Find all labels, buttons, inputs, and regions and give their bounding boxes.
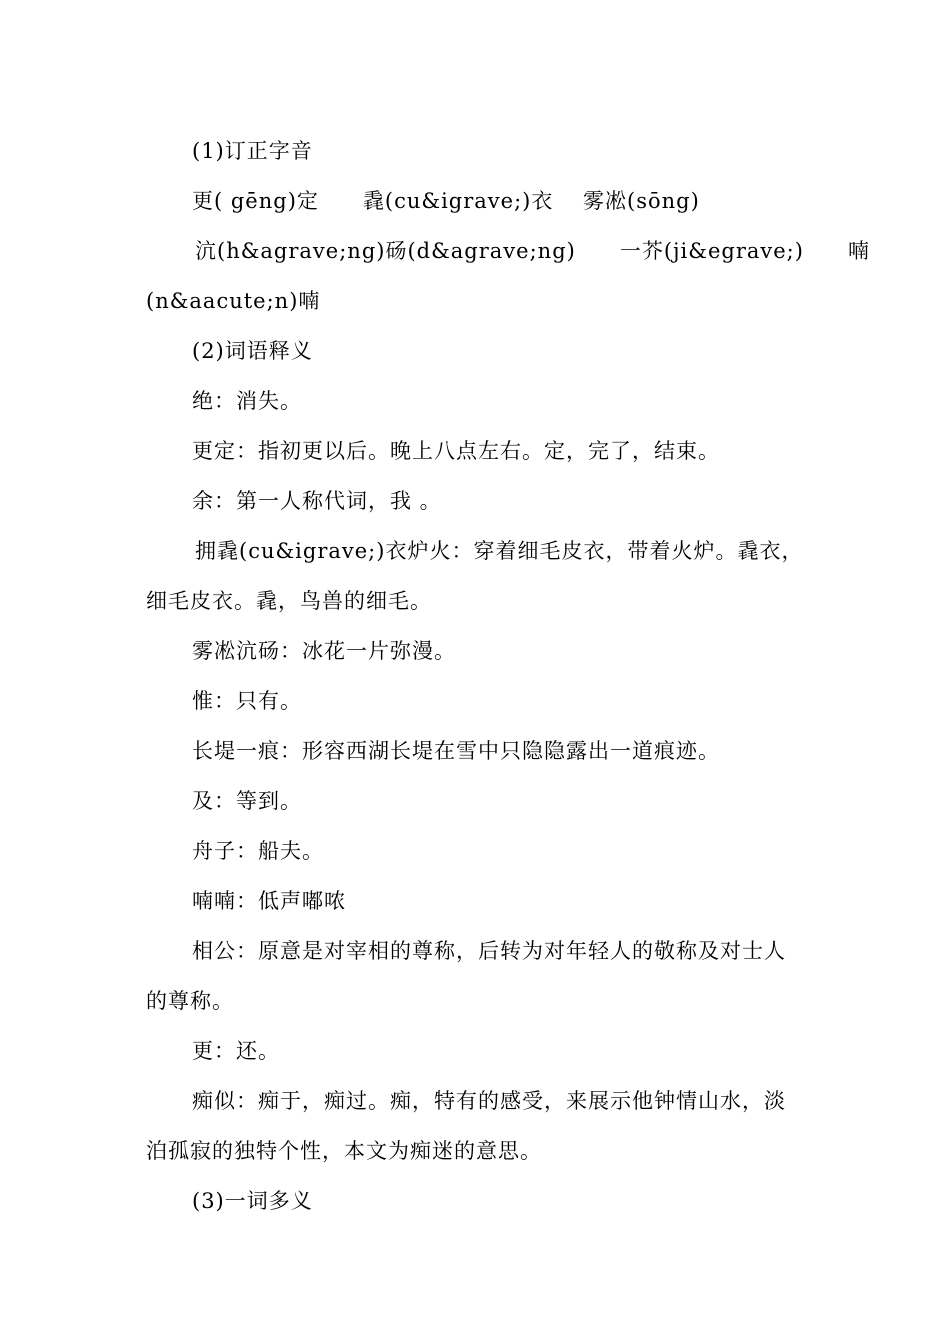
pronunciation-line-2: 沆(h&agrave;ng)砀(d&agrave;ng) 一芥(ji&egrave;) 喃: [195, 239, 870, 263]
definition-changdi: 长堤一痕：形容西湖长堤在雪中只隐隐露出一道痕迹。: [192, 739, 720, 763]
definition-xianggong-continued: 的尊称。: [146, 989, 234, 1013]
definition-yongcuiyi: 拥毳(cu&igrave;)衣炉火：穿着细毛皮衣，带着火炉。毳衣，: [195, 539, 804, 563]
definition-wei: 惟：只有。: [192, 689, 302, 713]
pronunciation-line-1: 更( gēng)定 毳(cu&igrave;)衣 雾凇(sōng): [192, 189, 700, 213]
definition-chisi-continued: 泊孤寂的独特个性，本文为痴迷的意思。: [146, 1139, 542, 1163]
section-heading-pronunciation: (1)订正字音: [192, 139, 313, 163]
section-heading-polysemy: (3)一词多义: [192, 1189, 313, 1213]
definition-ji: 及：等到。: [192, 789, 302, 813]
definition-jue: 绝：消失。: [192, 389, 302, 413]
definition-xianggong: 相公：原意是对宰相的尊称，后转为对年轻人的敬称及对士人: [192, 939, 786, 963]
definition-zhouzi: 舟子：船夫。: [192, 839, 324, 863]
section-heading-definitions: (2)词语释义: [192, 339, 313, 363]
definition-chisi: 痴似：痴于，痴过。痴，特有的感受，来展示他钟情山水，淡: [192, 1089, 786, 1113]
definition-geng: 更：还。: [192, 1039, 280, 1063]
definition-gengding: 更定：指初更以后。晚上八点左右。定，完了，结束。: [192, 439, 720, 463]
definition-nannan: 喃喃：低声嘟哝: [192, 889, 346, 913]
definition-yu: 余：第一人称代词，我 。: [192, 489, 442, 513]
definition-wusong: 雾凇沆砀：冰花一片弥漫。: [192, 639, 456, 663]
pronunciation-line-2-continued: (n&aacute;n)喃: [146, 289, 321, 313]
definition-yongcuiyi-continued: 细毛皮衣。毳，鸟兽的细毛。: [146, 589, 432, 613]
